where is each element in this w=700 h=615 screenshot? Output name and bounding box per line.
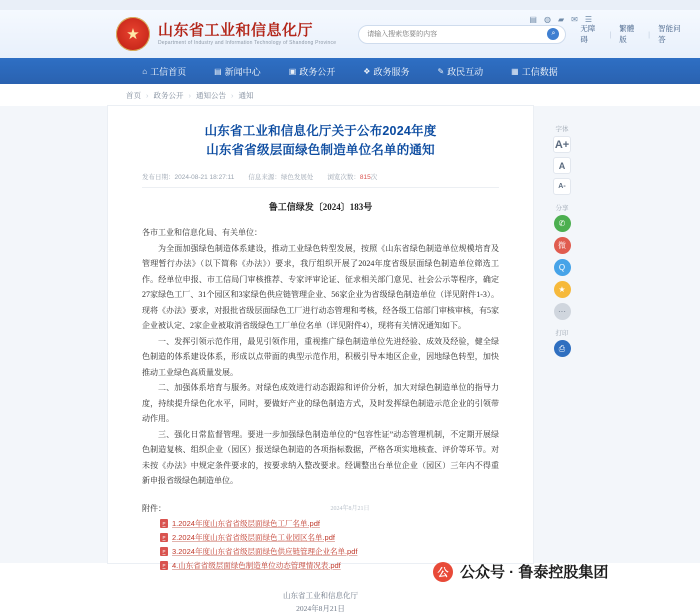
hits-value: 815: [359, 174, 371, 181]
paragraph-3: 二、加强体系培育与服务。对绿色成效进行动态跟踪和评价分析，加大对绿色制造单位的指导力度，持续提升绿色化水平，同时，要做好产业的绿色制造方式，及时发挥绿色制造示范企业的引领带动作用。: [142, 383, 499, 423]
weibo-icon[interactable]: 微: [554, 237, 571, 254]
site-title-en: Department of Industry and Information Technology of Shandong Province: [158, 39, 337, 46]
paragraph-2: 一、发挥引领示范作用，最见引领作用，重视推广绿色制造单位先进经验、成效及经验，健全绿色制造的体系建设体系，形成以点带面的典型示范作用，积极引导本地区企业，因地绿色转型，加快推动工业绿色高质量发展。: [142, 336, 499, 377]
font-size-small[interactable]: A-: [553, 178, 571, 195]
top-utility-bar: [0, 0, 700, 10]
page-title: [142, 122, 499, 160]
breadcrumb-item-notice[interactable]: 通知公告: [196, 90, 226, 100]
document-meta: [142, 172, 499, 188]
attachment-label: 1.2024年度山东省省级层面绿色工厂名单.pdf: [172, 518, 320, 528]
open-icon: ▣: [288, 66, 297, 76]
wechat-icon[interactable]: ✆: [554, 215, 571, 232]
user-icon[interactable]: ☰: [584, 15, 592, 24]
header-link-sep-1: |: [609, 29, 612, 39]
page-title-line2: 山东省省级层面绿色制造单位名单的通知: [206, 143, 435, 157]
data-icon: ▦: [511, 66, 519, 76]
nav-item-open-label: 政务公开: [299, 66, 336, 77]
font-group-label: 字体: [555, 126, 569, 133]
nav-item-data-label: 工信数据: [521, 66, 558, 77]
watermark: [433, 561, 608, 582]
hits-unit: 次: [370, 174, 378, 181]
print-group: [545, 328, 579, 357]
breadcrumb-sep-1: ›: [146, 90, 149, 100]
mail-icon[interactable]: ✉: [571, 15, 578, 24]
more-icon[interactable]: ···: [554, 303, 571, 320]
document-body: [142, 225, 499, 489]
header-icon-group: [529, 15, 592, 24]
nav-item-home[interactable]: [142, 65, 186, 78]
publish-time-label: 发布日期：: [142, 174, 175, 181]
breadcrumb-sep-2: ›: [188, 90, 191, 100]
service-icon: ❖: [363, 66, 371, 76]
site-header: [0, 10, 700, 58]
pdf-icon: P: [160, 533, 168, 542]
site-title-cn: 山东省工业和信息化厅: [158, 21, 314, 39]
share-group-label: 分享: [555, 205, 569, 212]
nav-item-service-label: 政务服务: [373, 66, 410, 77]
bottom-meta: 2024年8月21日: [330, 506, 370, 512]
page-title-line1: 山东省工业和信息化厅关于公布2024年度: [204, 124, 437, 138]
source-value: 绿色发展处: [280, 174, 314, 181]
tool-rail: [545, 124, 579, 362]
paragraph-1: 为全面加强绿色制造体系建设，推动工业绿色转型发展，按照《山东省绿色制造单位规模培育及管理暂行办法》（以下简称《办法》）要求，我厅组织开展了2024年度省级层面绿色制造单位筛选工作。经单位申报、市工信局门审核推荐、专家评审论证、征求相关部门意见、社会公示等程序，确定27家绿色工厂、31个园区和3家绿色供应链管理企业、56家企业为省级绿色制造单位（详见附件1-3）。现将《办法》要求，对报批省级层面绿色工厂进行动态管理和考核，经各级工信部门审核审核，有5家企业被认定、2家企业被取消省级绿色工厂单位名单（详见附件4），现将有关情况通知如下。: [142, 243, 499, 330]
list-item[interactable]: [160, 517, 499, 531]
nav-item-interact[interactable]: [437, 65, 483, 78]
signature-org: 山东省工业和信息化厅: [283, 590, 358, 600]
breadcrumb-item-home[interactable]: 首页: [126, 90, 141, 100]
list-item[interactable]: [160, 531, 499, 545]
content-stage: [0, 106, 700, 613]
publish-time-value: 2024-08-21 18:27:11: [174, 174, 235, 181]
header-links: [580, 23, 686, 45]
breadcrumb: [0, 84, 700, 106]
breadcrumb-item-open[interactable]: 政务公开: [153, 90, 184, 100]
watermark-text: 公众号 · 鲁泰控股集团: [460, 564, 609, 581]
interact-icon: ✎: [437, 66, 445, 76]
print-group-label: 打印: [555, 330, 569, 337]
pdf-icon: P: [160, 547, 168, 556]
nav-item-news-label: 新闻中心: [224, 66, 261, 77]
nav-item-open[interactable]: [289, 65, 336, 78]
document-number: 鲁工信绿发〔2024〕183号: [268, 202, 373, 212]
wechat-official-account-icon: 公: [433, 562, 453, 582]
search-input[interactable]: [365, 30, 547, 39]
breadcrumb-item-current: 通知: [238, 90, 254, 100]
search-box[interactable]: [358, 25, 566, 44]
search-icon[interactable]: ⌕: [547, 28, 559, 40]
font-size-medium[interactable]: A: [553, 157, 571, 174]
pdf-icon: P: [160, 519, 168, 528]
app-icon[interactable]: ▰: [557, 15, 565, 24]
publish-time: [142, 172, 234, 181]
hits-label: 浏览次数：: [327, 174, 360, 181]
list-item[interactable]: [160, 545, 499, 559]
wechat-icon[interactable]: ▤: [529, 15, 537, 24]
nav-item-data[interactable]: [511, 65, 558, 78]
header-link-accessibility[interactable]: 无障碍: [580, 24, 596, 44]
paragraph-salutation: 各市工业和信息化局、有关单位：: [142, 228, 262, 237]
attachments-label: 附件：: [142, 503, 166, 513]
attachment-label: 2.2024年度山东省省级层面绿色工业园区名单.pdf: [172, 532, 335, 542]
header-link-smart-qa[interactable]: 智能问答: [658, 24, 681, 44]
document-panel: [108, 106, 533, 613]
home-icon: ⌂: [142, 66, 148, 76]
main-nav: [0, 58, 700, 84]
attachment-label: 4.山东省省级层面绿色制造单位动态管理情况表.pdf: [172, 560, 341, 570]
attachment-label: 3.2024年度山东省省级层面绿色供应链管理企业名单.pdf: [172, 546, 358, 556]
printer-icon[interactable]: ⎙: [554, 340, 571, 357]
qq-icon[interactable]: Q: [554, 259, 571, 276]
paragraph-4: 三、强化日常监督管理。要进一步加强绿色制造单位的“包容性证”动态管理机制，不定期开展绿色制造复核、组织企业（园区）报送绿色制造的各项指标数据，严格各项实地核查、评价等环节。对未按《办法》中规定条件要求的，按要求纳入整改要求。经调整出台单位企业（园区）三年内不得重新申报省级绿色制造单位。: [142, 429, 499, 485]
nav-item-service[interactable]: [363, 65, 409, 78]
nav-item-news[interactable]: [214, 65, 261, 78]
share-group: [545, 203, 579, 320]
font-size-large[interactable]: A+: [553, 136, 571, 153]
site-title-block: [158, 22, 336, 47]
nav-item-interact-label: 政民互动: [447, 66, 484, 77]
header-link-sep-2: |: [648, 29, 651, 39]
hit-count: [327, 172, 377, 181]
star-icon[interactable]: ★: [554, 281, 571, 298]
breadcrumb-sep-3: ›: [231, 90, 234, 100]
source-label: 信息来源：: [248, 174, 281, 181]
weibo-icon[interactable]: ◍: [543, 15, 551, 24]
national-emblem-icon: ★: [116, 17, 150, 51]
pdf-icon: P: [160, 561, 168, 570]
news-icon: ▤: [214, 66, 222, 76]
header-link-traditional[interactable]: 繁體版: [619, 24, 635, 44]
signature-date: 2024年8月21日: [296, 603, 345, 613]
document-signature: [142, 589, 499, 615]
nav-item-home-label: 工信首页: [150, 66, 187, 77]
source: [248, 172, 313, 181]
